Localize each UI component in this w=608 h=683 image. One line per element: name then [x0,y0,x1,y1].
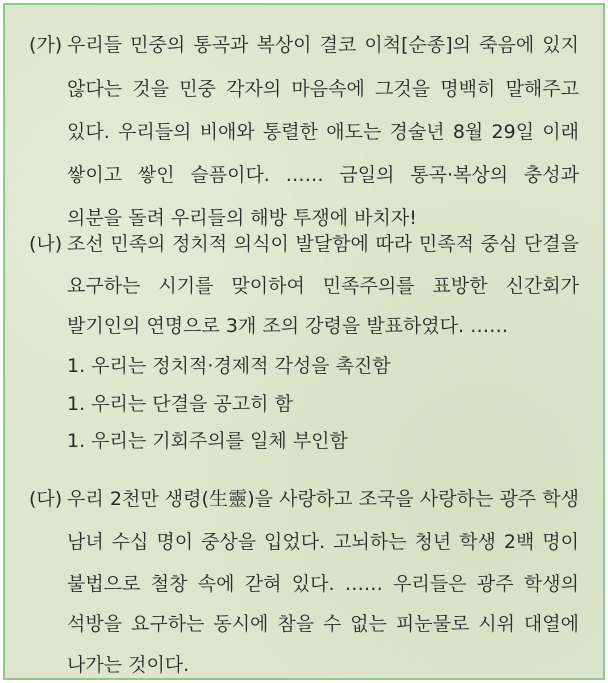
text-line: 나가는 것이다. [67,654,190,676]
section-label-ga: (가) [29,34,63,56]
text-line: 남녀 수십 명이 중상을 입었다. 고뇌하는 청년 학생 2백 명이 [67,531,579,553]
text-line: 않다는 것을 민중 각자의 마음속에 그것을 명백히 말해주고 [67,78,579,100]
text-line: 우리들 민중의 통곡과 복상이 결코 이척[순종]의 죽음에 있지 [67,34,579,56]
section-label-na: (나) [29,233,63,255]
text-line: 요구하는 시기를 맞이하여 민족주의를 표방한 신간회가 [67,275,579,297]
list-item: 1. 우리는 기회주의를 일체 부인함 [67,430,348,452]
text-line: 발기인의 연명으로 3개 조의 강령을 발표하였다. …… [67,315,509,337]
document-box [3,3,605,680]
text-line: 석방을 요구하는 동시에 참을 수 없는 피눈물로 시위 대열에 [67,613,579,635]
list-item: 1. 우리는 단결을 공고히 함 [67,393,293,415]
text-line: 우리 2천만 생령(生靈)을 사랑하고 조국을 사랑하는 광주 학생 [67,488,579,510]
text-line: 의분을 돌려 우리들의 해방 투쟁에 바치자! [67,207,417,229]
text-line: 있다. 우리들의 비애와 통렬한 애도는 경술년 8월 29일 이래 [67,121,579,143]
section-label-da: (다) [29,488,63,510]
text-line: 쌓이고 쌓인 슬픔이다. …… 금일의 통곡·복상의 충성과 [67,164,579,186]
list-item: 1. 우리는 정치적·경제적 각성을 촉진함 [67,355,391,377]
text-line: 불법으로 철창 속에 갇혀 있다. …… 우리들은 광주 학생의 [67,573,579,595]
text-line: 조선 민족의 정치적 의식이 발달함에 따라 민족적 중심 단결을 [67,233,579,255]
